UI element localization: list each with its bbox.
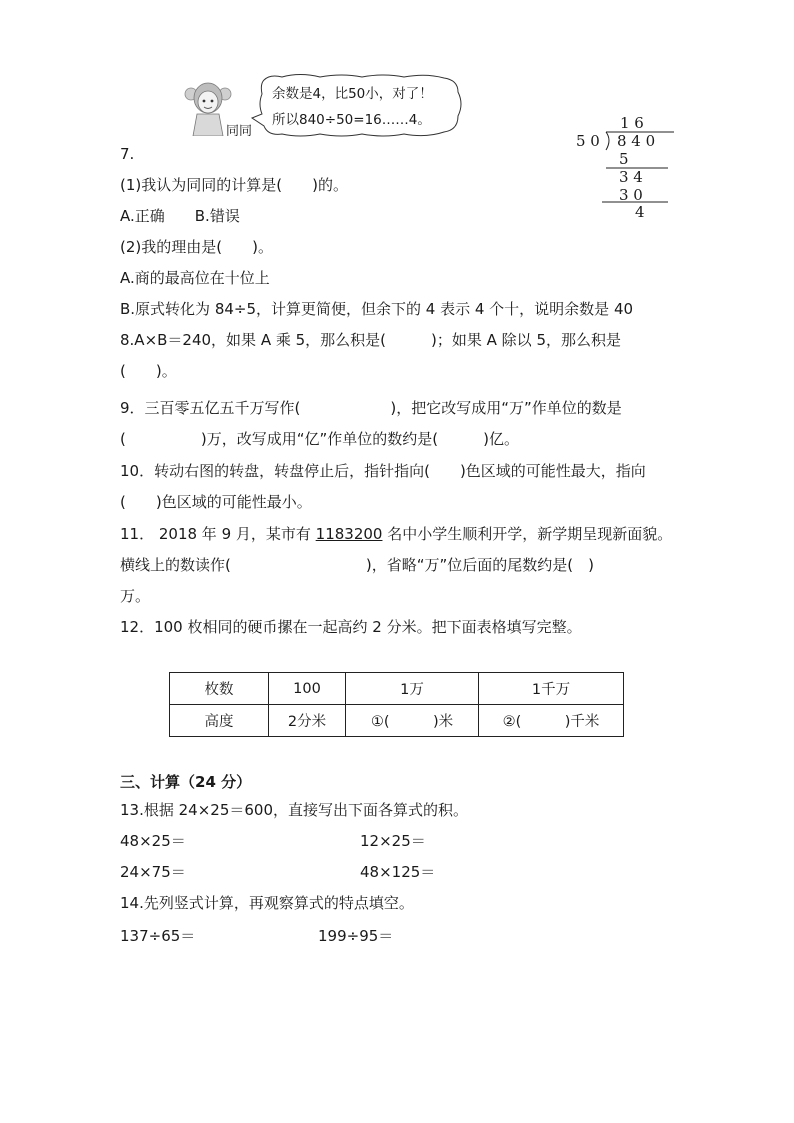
section-3-title: 三、计算（24 分）: [120, 773, 252, 791]
q7-option-a: A.商的最高位在十位上: [120, 269, 270, 287]
q13-item-1: 48×25＝: [120, 832, 186, 850]
table-cell: 2分米: [269, 705, 346, 737]
ld-dividend: 8 4 0: [617, 132, 656, 150]
q7-number: 7.: [120, 145, 135, 163]
q10-line1: 10．转动右图的转盘，转盘停止后，指针指向( )色区域的可能性最大，指向: [120, 462, 646, 480]
ld-quotient: 1 6: [620, 114, 644, 132]
q11-line3: 万。: [120, 587, 151, 605]
q11-line1-post: 名中小学生顺利开学，新学期呈现新面貌。: [382, 525, 673, 543]
q9-line2: ( )万，改写成用“亿”作单位的数约是( )亿。: [120, 430, 519, 448]
q9-line1: 9．三百零五亿五千万写作( )，把它改写成用“万”作单位的数是: [120, 399, 622, 417]
ld-step1: 5: [619, 150, 629, 168]
q11-line1: [120, 524, 672, 544]
q11-line1-pre: 11． 2018 年 9 月，某市有: [120, 525, 316, 543]
q13-item-3: 24×75＝: [120, 863, 186, 881]
table-cell: 枚数: [170, 673, 269, 705]
q13-item-4: 48×125＝: [360, 863, 436, 881]
q10-line2: ( )色区域的可能性最小。: [120, 493, 312, 511]
q7-part1-options: A.正确 B.错误: [120, 207, 240, 225]
q7-part1: (1)我认为同同的计算是( )的。: [120, 176, 348, 194]
table-cell: ①( )米: [346, 705, 479, 737]
q14-item-1: 137÷65＝: [120, 927, 196, 945]
q8-line2: ( )。: [120, 362, 177, 380]
q13-text: 13.根据 24×25＝600，直接写出下面各算式的积。: [120, 801, 468, 819]
q8-line1: 8.A×B＝240，如果 A 乘 5，那么积是( )；如果 A 除以 5，那么积是: [120, 331, 621, 349]
ld-step2: 3 4: [619, 168, 643, 186]
table-row: [170, 673, 624, 705]
q11-line2: 横线上的数读作( )，省略“万”位后面的尾数约是( ): [120, 556, 594, 574]
table-cell: 高度: [170, 705, 269, 737]
coin-table: [169, 672, 624, 737]
table-cell: ②( )千米: [479, 705, 624, 737]
bubble-line-1: 余数是4，比50小，对了！: [272, 86, 433, 102]
q14-text: 14.先列竖式计算，再观察算式的特点填空。: [120, 894, 414, 912]
ld-divisor: 5 0: [576, 132, 600, 150]
table-row: [170, 705, 624, 737]
q7-part2: (2)我的理由是( )。: [120, 238, 273, 256]
table-cell: 1千万: [479, 673, 624, 705]
table-cell: 1万: [346, 673, 479, 705]
ld-remainder: 4: [635, 203, 645, 221]
q13-item-2: 12×25＝: [360, 832, 426, 850]
character-name: 同同: [226, 124, 253, 139]
q11-underlined-number: 1183200: [315, 525, 383, 543]
q7-option-b: B.原式转化为 84÷5，计算更简便，但余下的 4 表示 4 个十，说明余数是 40: [120, 300, 634, 318]
ld-step3: 3 0: [619, 186, 643, 204]
bubble-line-2: 所以840÷50=16……4。: [272, 112, 431, 128]
q14-item-2: 199÷95＝: [318, 927, 394, 945]
table-cell: 100: [269, 673, 346, 705]
q12-text: 12．100 枚相同的硬币摞在一起高约 2 分米。把下面表格填写完整。: [120, 618, 582, 636]
